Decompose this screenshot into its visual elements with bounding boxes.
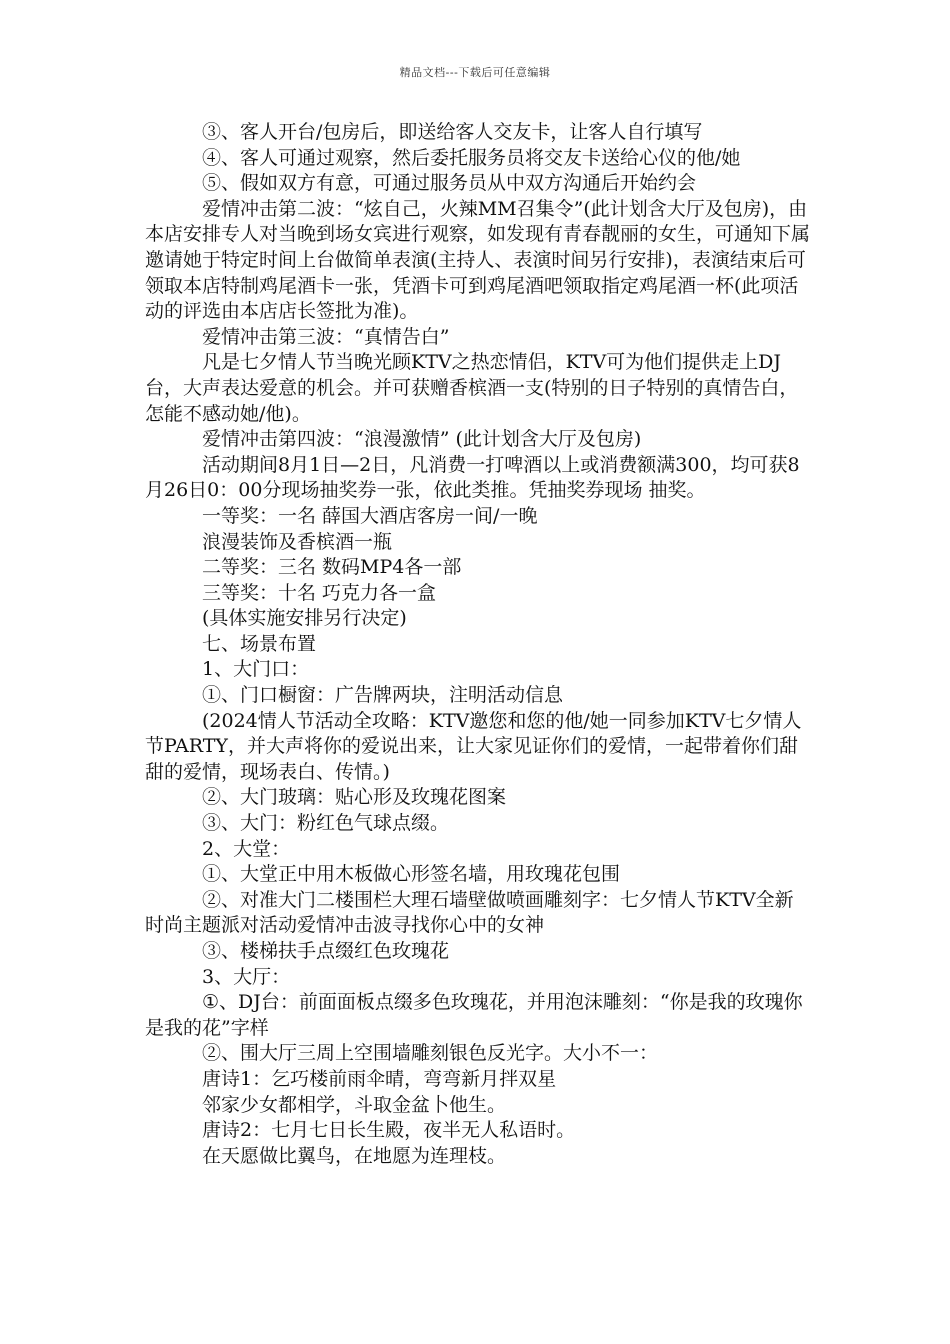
paragraph: ②、围大厅三周上空围墙雕刻银色反光字。大小不一：	[202, 1042, 659, 1065]
paragraph: 浪漫装饰及香槟酒一瓶	[202, 530, 393, 553]
paragraph: (2024情人节活动全攻略：KTV邀您和您的他/她一同参加KTV七夕情人节PARTY，并大声将你的爱说出来，让大家见证你们的爱情，一起带着你们甜甜的爱情，现场表白、传情。)	[145, 709, 802, 783]
paragraph: 爱情冲击第二波：“炫自己，火辣MM召集令”(此计划含大厅及包房)，由本店安排专人对当晚到场女宾进行观察，如发现有青春靓丽的女生，可通知下属邀请她于特定时间上台做简单表演(主持人、表演时间另行安排)，表演结束后可领取本店特制鸡尾酒卡一张，凭酒卡可到鸡尾酒吧领取指定鸡尾酒一杯(此项活动的评选由本店店长签批为准)。	[145, 197, 811, 323]
paragraph: 爱情冲击第四波：“浪漫激情” (此计划含大厅及包房)	[202, 428, 642, 451]
subsection-heading: 3、大厅：	[202, 965, 291, 988]
paragraph: ②、对准大门二楼围栏大理石墙壁做喷画雕刻字：七夕情人节KTV全新时尚主题派对活动爱情冲击波寻找你心中的女神	[145, 888, 794, 937]
paragraph: ①、门口橱窗：广告牌两块，注明活动信息	[202, 684, 564, 707]
poem-line: 唐诗2：七月七日长生殿，夜半无人私语时。	[202, 1119, 576, 1142]
paragraph: ③、大门：粉红色气球点缀。	[202, 812, 450, 835]
paragraph: ③、楼梯扶手点缀红色玫瑰花	[202, 940, 450, 962]
paragraph: 活动期间8月1日—2日，凡消费一打啤酒以上或消费额满300，均可获8月26日0：00分现场抽奖券一张，依此类推。凭抽奖券现场 抽奖。	[145, 453, 800, 502]
document-body	[145, 120, 810, 1169]
paragraph: 二等奖：三名 数码MP4各一部	[202, 556, 462, 579]
paragraph: 凡是七夕情人节当晚光顾KTV之热恋情侣，KTV可为他们提供走上DJ台，大声表达爱意的机会。并可获赠香槟酒一支(特别的日子特别的真情告白，怎能不感动她/他)。	[145, 351, 799, 425]
page-header: 精品文档---下载后可任意编辑	[399, 66, 551, 79]
poem-line: 在天愿做比翼鸟，在地愿为连理枝。	[202, 1144, 507, 1167]
paragraph: ①、大堂正中用木板做心形签名墙，用玫瑰花包围	[202, 863, 621, 886]
paragraph: (具体实施安排另行决定)	[202, 607, 407, 630]
paragraph: ②、大门玻璃：贴心形及玫瑰花图案	[202, 786, 507, 809]
paragraph: ③、客人开台/包房后，即送给客人交友卡，让客人自行填写	[202, 121, 703, 143]
poem-line: 唐诗1：乞巧楼前雨伞晴，弯弯新月拌双星	[202, 1067, 557, 1090]
paragraph: 一等奖：一名 薛国大酒店客房一间/一晚	[202, 504, 538, 527]
paragraph: 三等奖：十名 巧克力各一盒	[202, 581, 437, 604]
poem-line: 邻家少女都相学，斗取金盆卜他生。	[202, 1093, 507, 1116]
section-heading: 七、场景布置	[202, 632, 317, 655]
paragraph: ④、客人可通过观察，然后委托服务员将交友卡送给心仪的他/她	[202, 146, 741, 169]
paragraph: ①、DJ台：前面面板点缀多色玫瑰花，并用泡沫雕刻：“你是我的玫瑰你是我的花”字样	[145, 991, 803, 1039]
paragraph: 爱情冲击第三波：“真情告白”	[202, 325, 450, 348]
subsection-heading: 1、大门口：	[202, 658, 310, 681]
paragraph: ⑤、假如双方有意，可通过服务员从中双方沟通后开始约会	[202, 172, 697, 195]
subsection-heading: 2、大堂：	[202, 837, 291, 860]
